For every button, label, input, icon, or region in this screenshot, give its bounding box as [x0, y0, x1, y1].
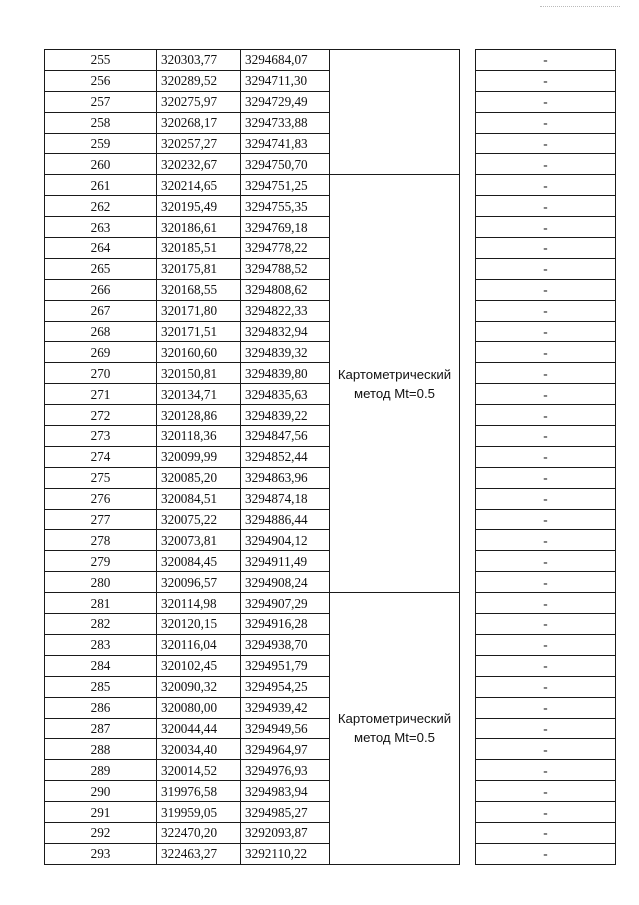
x-coordinate-cell: 322470,20: [157, 822, 241, 843]
y-coordinate-cell: 3294822,33: [241, 300, 330, 321]
point-number-cell: 276: [45, 488, 157, 509]
y-coordinate-cell: 3294939,42: [241, 697, 330, 718]
point-number-cell: 290: [45, 781, 157, 802]
x-coordinate-cell: 320289,52: [157, 70, 241, 91]
remark-cell: -: [476, 572, 616, 593]
point-number-cell: 257: [45, 91, 157, 112]
y-coordinate-cell: 3294911,49: [241, 551, 330, 572]
y-coordinate-cell: 3294976,93: [241, 760, 330, 781]
point-number-cell: 279: [45, 551, 157, 572]
point-number-cell: 263: [45, 217, 157, 238]
column-gap: [460, 175, 476, 593]
y-coordinate-cell: 3294750,70: [241, 154, 330, 175]
point-number-cell: 260: [45, 154, 157, 175]
point-number-cell: 281: [45, 593, 157, 614]
y-coordinate-cell: 3292110,22: [241, 843, 330, 864]
x-coordinate-cell: 320150,81: [157, 363, 241, 384]
point-number-cell: 274: [45, 446, 157, 467]
x-coordinate-cell: 320185,51: [157, 238, 241, 259]
remark-cell: -: [476, 739, 616, 760]
column-gap: [460, 593, 476, 865]
x-coordinate-cell: 320168,55: [157, 279, 241, 300]
x-coordinate-cell: 320303,77: [157, 50, 241, 71]
x-coordinate-cell: 320116,04: [157, 634, 241, 655]
remark-cell: -: [476, 822, 616, 843]
y-coordinate-cell: 3294741,83: [241, 133, 330, 154]
point-number-cell: 271: [45, 384, 157, 405]
point-number-cell: 272: [45, 405, 157, 426]
column-gap: [460, 50, 476, 175]
remark-cell: -: [476, 446, 616, 467]
x-coordinate-cell: 320099,99: [157, 446, 241, 467]
y-coordinate-cell: 3294985,27: [241, 802, 330, 823]
x-coordinate-cell: 320114,98: [157, 593, 241, 614]
x-coordinate-cell: 319959,05: [157, 802, 241, 823]
x-coordinate-cell: 320118,36: [157, 426, 241, 447]
point-number-cell: 259: [45, 133, 157, 154]
remark-cell: -: [476, 676, 616, 697]
y-coordinate-cell: 3294839,32: [241, 342, 330, 363]
method-cell: [330, 593, 460, 865]
remark-cell: -: [476, 321, 616, 342]
x-coordinate-cell: 320275,97: [157, 91, 241, 112]
remark-cell: -: [476, 217, 616, 238]
x-coordinate-cell: 320175,81: [157, 258, 241, 279]
y-coordinate-cell: 3294847,56: [241, 426, 330, 447]
point-number-cell: 275: [45, 467, 157, 488]
x-coordinate-cell: 320186,61: [157, 217, 241, 238]
x-coordinate-cell: 320214,65: [157, 175, 241, 196]
x-coordinate-cell: 320084,45: [157, 551, 241, 572]
y-coordinate-cell: 3294835,63: [241, 384, 330, 405]
x-coordinate-cell: 320073,81: [157, 530, 241, 551]
remark-cell: -: [476, 467, 616, 488]
remark-cell: -: [476, 112, 616, 133]
x-coordinate-cell: 320090,32: [157, 676, 241, 697]
y-coordinate-cell: 3294886,44: [241, 509, 330, 530]
y-coordinate-cell: 3294907,29: [241, 593, 330, 614]
x-coordinate-cell: 320096,57: [157, 572, 241, 593]
y-coordinate-cell: 3294863,96: [241, 467, 330, 488]
point-number-cell: 287: [45, 718, 157, 739]
y-coordinate-cell: 3294808,62: [241, 279, 330, 300]
point-number-cell: 269: [45, 342, 157, 363]
remark-cell: -: [476, 509, 616, 530]
remark-cell: -: [476, 426, 616, 447]
point-number-cell: 268: [45, 321, 157, 342]
x-coordinate-cell: 320160,60: [157, 342, 241, 363]
remark-cell: -: [476, 697, 616, 718]
remark-cell: -: [476, 551, 616, 572]
table-row: [45, 175, 616, 196]
y-coordinate-cell: 3294874,18: [241, 488, 330, 509]
x-coordinate-cell: 320120,15: [157, 614, 241, 635]
x-coordinate-cell: 320232,67: [157, 154, 241, 175]
x-coordinate-cell: 320102,45: [157, 655, 241, 676]
point-number-cell: 282: [45, 614, 157, 635]
remark-cell: -: [476, 154, 616, 175]
remark-cell: -: [476, 843, 616, 864]
y-coordinate-cell: 3294908,24: [241, 572, 330, 593]
y-coordinate-cell: 3294769,18: [241, 217, 330, 238]
point-number-cell: 258: [45, 112, 157, 133]
x-coordinate-cell: 320171,80: [157, 300, 241, 321]
x-coordinate-cell: 320195,49: [157, 196, 241, 217]
point-number-cell: 288: [45, 739, 157, 760]
remark-cell: -: [476, 363, 616, 384]
y-coordinate-cell: 3294983,94: [241, 781, 330, 802]
x-coordinate-cell: 319976,58: [157, 781, 241, 802]
remark-cell: -: [476, 655, 616, 676]
point-number-cell: 289: [45, 760, 157, 781]
y-coordinate-cell: 3294778,22: [241, 238, 330, 259]
remark-cell: -: [476, 258, 616, 279]
x-coordinate-cell: 320257,27: [157, 133, 241, 154]
point-number-cell: 283: [45, 634, 157, 655]
remark-cell: -: [476, 405, 616, 426]
x-coordinate-cell: 320134,71: [157, 384, 241, 405]
header-mark: [540, 6, 620, 9]
point-number-cell: 273: [45, 426, 157, 447]
y-coordinate-cell: 3294964,97: [241, 739, 330, 760]
remark-cell: -: [476, 279, 616, 300]
point-number-cell: 278: [45, 530, 157, 551]
remark-cell: -: [476, 781, 616, 802]
point-number-cell: 267: [45, 300, 157, 321]
method-cell: [330, 50, 460, 175]
method-label: Картометрический метод Mt=0.5: [337, 366, 452, 401]
point-number-cell: 280: [45, 572, 157, 593]
x-coordinate-cell: 320085,20: [157, 467, 241, 488]
remark-cell: -: [476, 50, 616, 71]
y-coordinate-cell: 3294729,49: [241, 91, 330, 112]
coordinates-table: [44, 49, 616, 865]
x-coordinate-cell: 322463,27: [157, 843, 241, 864]
remark-cell: -: [476, 760, 616, 781]
method-label: Картометрический метод Mt=0.5: [337, 711, 452, 746]
point-number-cell: 264: [45, 238, 157, 259]
point-number-cell: 256: [45, 70, 157, 91]
remark-cell: -: [476, 802, 616, 823]
remark-cell: -: [476, 530, 616, 551]
x-coordinate-cell: 320171,51: [157, 321, 241, 342]
remark-cell: -: [476, 300, 616, 321]
remark-cell: -: [476, 614, 616, 635]
point-number-cell: 291: [45, 802, 157, 823]
point-number-cell: 270: [45, 363, 157, 384]
remark-cell: -: [476, 342, 616, 363]
x-coordinate-cell: 320128,86: [157, 405, 241, 426]
remark-cell: -: [476, 133, 616, 154]
point-number-cell: 286: [45, 697, 157, 718]
table-row: [45, 50, 616, 71]
table-row: [45, 593, 616, 614]
point-number-cell: 262: [45, 196, 157, 217]
point-number-cell: 266: [45, 279, 157, 300]
y-coordinate-cell: 3294755,35: [241, 196, 330, 217]
y-coordinate-cell: 3294951,79: [241, 655, 330, 676]
y-coordinate-cell: 3294751,25: [241, 175, 330, 196]
remark-cell: -: [476, 175, 616, 196]
x-coordinate-cell: 320014,52: [157, 760, 241, 781]
x-coordinate-cell: 320044,44: [157, 718, 241, 739]
remark-cell: -: [476, 593, 616, 614]
y-coordinate-cell: 3294788,52: [241, 258, 330, 279]
y-coordinate-cell: 3292093,87: [241, 822, 330, 843]
y-coordinate-cell: 3294832,94: [241, 321, 330, 342]
remark-cell: -: [476, 70, 616, 91]
x-coordinate-cell: 320268,17: [157, 112, 241, 133]
y-coordinate-cell: 3294954,25: [241, 676, 330, 697]
method-cell: [330, 175, 460, 593]
point-number-cell: 284: [45, 655, 157, 676]
point-number-cell: 292: [45, 822, 157, 843]
remark-cell: -: [476, 718, 616, 739]
y-coordinate-cell: 3294904,12: [241, 530, 330, 551]
remark-cell: -: [476, 196, 616, 217]
x-coordinate-cell: 320084,51: [157, 488, 241, 509]
point-number-cell: 277: [45, 509, 157, 530]
remark-cell: -: [476, 238, 616, 259]
y-coordinate-cell: 3294938,70: [241, 634, 330, 655]
x-coordinate-cell: 320034,40: [157, 739, 241, 760]
point-number-cell: 285: [45, 676, 157, 697]
y-coordinate-cell: 3294711,30: [241, 70, 330, 91]
remark-cell: -: [476, 488, 616, 509]
y-coordinate-cell: 3294684,07: [241, 50, 330, 71]
y-coordinate-cell: 3294852,44: [241, 446, 330, 467]
point-number-cell: 261: [45, 175, 157, 196]
point-number-cell: 255: [45, 50, 157, 71]
x-coordinate-cell: 320075,22: [157, 509, 241, 530]
y-coordinate-cell: 3294949,56: [241, 718, 330, 739]
coordinates-table-body: [45, 50, 616, 865]
point-number-cell: 293: [45, 843, 157, 864]
remark-cell: -: [476, 634, 616, 655]
remark-cell: -: [476, 91, 616, 112]
point-number-cell: 265: [45, 258, 157, 279]
y-coordinate-cell: 3294839,22: [241, 405, 330, 426]
x-coordinate-cell: 320080,00: [157, 697, 241, 718]
y-coordinate-cell: 3294839,80: [241, 363, 330, 384]
y-coordinate-cell: 3294916,28: [241, 614, 330, 635]
remark-cell: -: [476, 384, 616, 405]
y-coordinate-cell: 3294733,88: [241, 112, 330, 133]
